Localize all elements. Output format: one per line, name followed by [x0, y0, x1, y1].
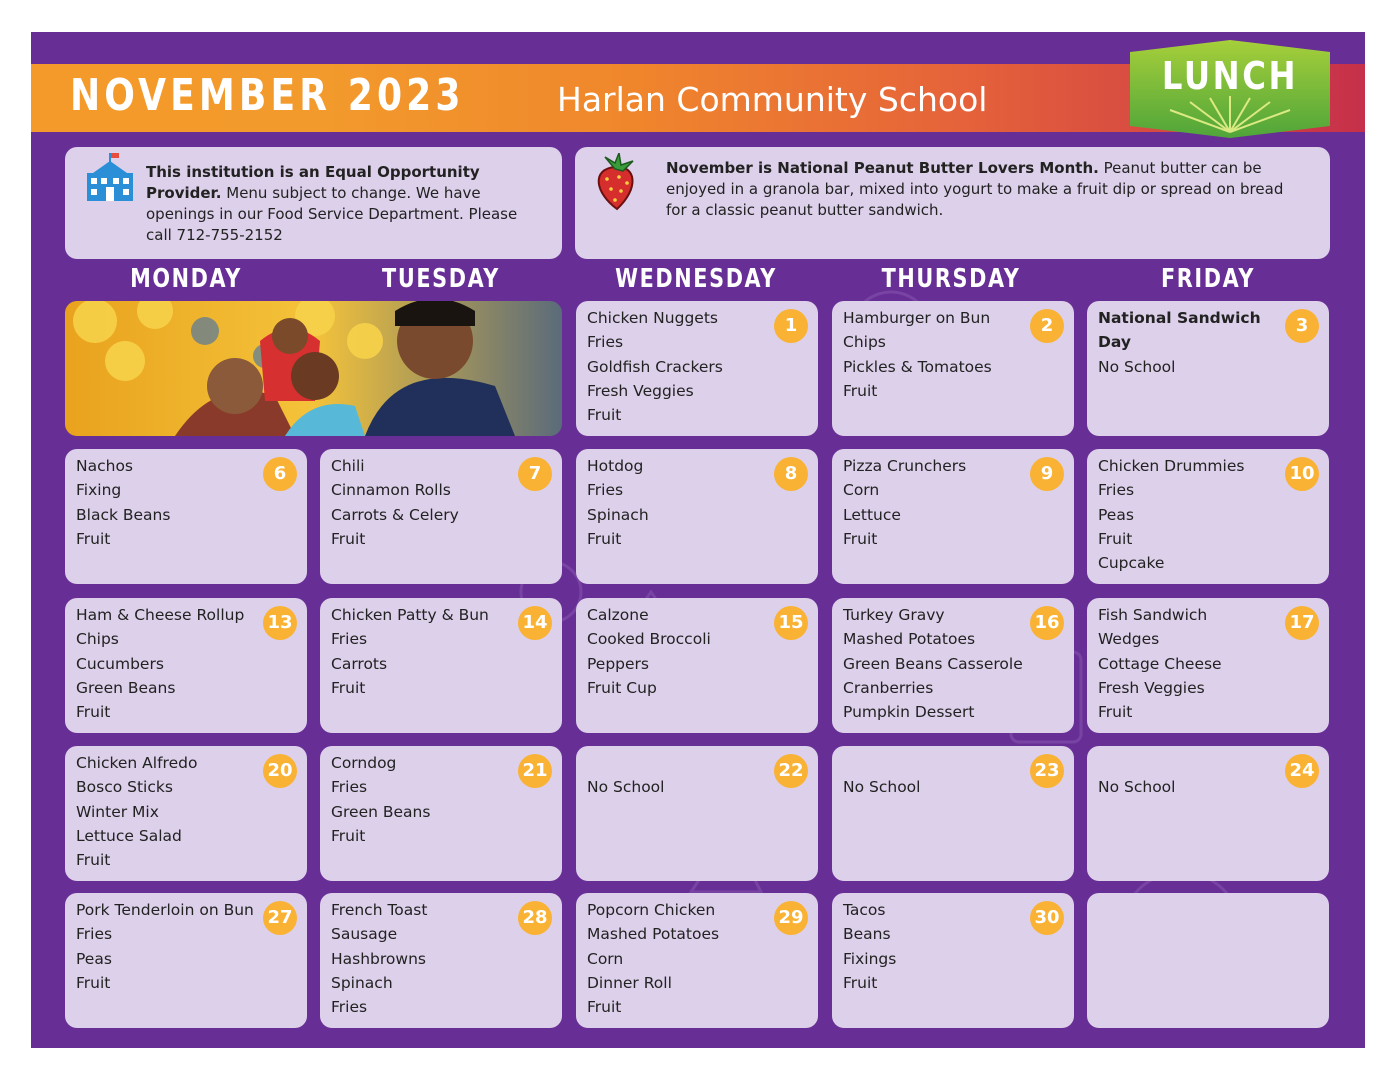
menu-item: No School	[843, 778, 921, 796]
day-cell-nov-6	[65, 449, 307, 584]
menu-item: Fruit	[331, 678, 366, 697]
menu-item: Fruit	[76, 703, 111, 722]
menu-item: Cooked Broccoli	[587, 630, 711, 649]
day-cell-nov-20	[65, 746, 307, 881]
menu-item: Fries	[76, 925, 113, 944]
date-badge: 24	[1285, 754, 1319, 788]
children-photo	[65, 301, 562, 436]
day-cell-nov-7	[320, 449, 562, 584]
day-cell-nov-30	[832, 893, 1074, 1028]
menu-item: National Sandwich	[1098, 309, 1261, 327]
menu-item: Chicken Nuggets	[587, 309, 718, 327]
menu-item: Tacos	[843, 901, 886, 919]
menu-item: Day	[1098, 333, 1131, 352]
menu-item: Popcorn Chicken	[587, 901, 716, 919]
day-cell-nov-1	[576, 301, 818, 436]
day-cell-empty	[1087, 893, 1329, 1028]
menu-item: Corndog	[331, 754, 397, 772]
menu-item: No School	[1098, 357, 1176, 376]
peanut-butter-notice	[575, 147, 1330, 259]
menu-item: Carrots	[331, 654, 388, 673]
date-badge: 3	[1285, 309, 1319, 343]
menu-item: Fruit	[1098, 703, 1133, 722]
menu-item: Fruit Cup	[587, 678, 657, 697]
day-cell-nov-27	[65, 893, 307, 1028]
menu-item: Pizza Crunchers	[843, 457, 967, 475]
menu-item: Chili	[331, 457, 365, 475]
menu-item: Mashed Potatoes	[843, 630, 976, 649]
menu-item: Ham & Cheese Rollup	[76, 606, 245, 624]
menu-item: Fruit	[76, 529, 111, 548]
menu-item: Fries	[587, 333, 624, 352]
day-header-friday: FRIDAY	[1161, 264, 1255, 294]
menu-item: Fresh Veggies	[1098, 678, 1205, 697]
strawberry-icon	[587, 153, 643, 213]
school-building-icon	[83, 153, 137, 203]
day-cell-nov-15	[576, 598, 818, 733]
menu-item: Chicken Drummies	[1098, 457, 1245, 475]
date-badge: 1	[774, 309, 808, 343]
day-cell-nov-14	[320, 598, 562, 733]
date-badge: 15	[774, 606, 808, 640]
menu-item: Pork Tenderloin on Bun	[76, 901, 254, 919]
menu-item: Fries	[331, 630, 368, 649]
date-badge: 16	[1030, 606, 1064, 640]
day-cell-nov-22	[576, 746, 818, 881]
menu-item: Wedges	[1098, 630, 1160, 649]
school-name: Harlan Community School	[557, 80, 988, 119]
day-header-wednesday: WEDNESDAY	[615, 264, 777, 294]
menu-item: Chips	[76, 630, 119, 649]
menu-item: Carrots & Celery	[331, 505, 459, 524]
date-badge: 21	[518, 754, 552, 788]
day-cell-nov-10	[1087, 449, 1329, 584]
menu-item: Fruit	[587, 406, 622, 425]
menu-item: Fixing	[76, 481, 122, 500]
day-cell-nov-8	[576, 449, 818, 584]
menu-item: Peas	[76, 949, 112, 968]
menu-item: Hamburger on Bun	[843, 309, 991, 327]
equal-opportunity-notice	[65, 147, 562, 259]
day-header-thursday: THURSDAY	[881, 264, 1021, 294]
menu-item: Pumpkin Dessert	[843, 703, 975, 722]
day-cell-nov-9	[832, 449, 1074, 584]
menu-item: Fries	[1098, 481, 1135, 500]
menu-item: Winter Mix	[76, 802, 159, 821]
date-badge: 27	[263, 901, 297, 935]
menu-item: Black Beans	[76, 505, 171, 524]
day-cell-nov-13	[65, 598, 307, 733]
menu-item: Chicken Patty & Bun	[331, 606, 489, 624]
menu-item: Dinner Roll	[587, 973, 672, 992]
date-badge: 23	[1030, 754, 1064, 788]
menu-item: Bosco Sticks	[76, 778, 173, 797]
day-cell-nov-23	[832, 746, 1074, 881]
menu-item: Cucumbers	[76, 654, 164, 673]
menu-item: No School	[587, 778, 665, 796]
menu-item: Hotdog	[587, 457, 644, 475]
menu-item: No School	[1098, 778, 1176, 796]
menu-item: Cupcake	[1098, 554, 1165, 573]
menu-item: French Toast	[331, 901, 428, 919]
day-cell-nov-28	[320, 893, 562, 1028]
date-badge: 22	[774, 754, 808, 788]
menu-item: Fruit	[76, 973, 111, 992]
menu-item: Chips	[843, 333, 886, 352]
menu-item: Green Beans	[331, 802, 431, 821]
month-title: NOVEMBER 2023	[70, 70, 465, 121]
day-cell-nov-3	[1087, 301, 1329, 436]
date-badge: 13	[263, 606, 297, 640]
menu-item: Fruit	[587, 998, 622, 1017]
menu-item: Green Beans Casserole	[843, 654, 1023, 673]
day-header-tuesday: TUESDAY	[382, 264, 500, 294]
menu-item: Corn	[587, 949, 624, 968]
menu-item: Cinnamon Rolls	[331, 481, 451, 500]
menu-item: Goldfish Crackers	[587, 357, 723, 376]
menu-item: Fries	[331, 998, 368, 1017]
menu-item: Fruit	[587, 529, 622, 548]
menu-item: Nachos	[76, 457, 133, 475]
menu-item: Hashbrowns	[331, 949, 426, 968]
menu-item: Fruit	[331, 529, 366, 548]
menu-item: Turkey Gravy	[843, 606, 945, 624]
menu-item: Pickles & Tomatoes	[843, 357, 992, 376]
lunch-label: LUNCH	[1161, 54, 1299, 98]
menu-item: Chicken Alfredo	[76, 754, 198, 772]
menu-item: Fruit	[1098, 529, 1133, 548]
menu-item: Spinach	[331, 973, 393, 992]
date-badge: 6	[263, 457, 297, 491]
day-cell-nov-16	[832, 598, 1074, 733]
menu-item: Beans	[843, 925, 891, 944]
equal-opportunity-bold: This institution is an Equal Opportunity Provider.	[146, 163, 480, 202]
day-cell-nov-17	[1087, 598, 1329, 733]
date-badge: 9	[1030, 457, 1064, 491]
menu-item: Fixings	[843, 949, 897, 968]
menu-item: Fruit	[843, 529, 878, 548]
menu-item: Lettuce	[843, 505, 901, 524]
date-badge: 8	[774, 457, 808, 491]
date-badge: 2	[1030, 309, 1064, 343]
menu-item: Fruit	[76, 851, 111, 870]
date-badge: 29	[774, 901, 808, 935]
date-badge: 10	[1285, 457, 1319, 491]
menu-item: Fish Sandwich	[1098, 606, 1208, 624]
menu-item: Fruit	[843, 973, 878, 992]
menu-item: Fruit	[331, 826, 366, 845]
menu-item: Mashed Potatoes	[587, 925, 720, 944]
day-cell-nov-24	[1087, 746, 1329, 881]
date-badge: 17	[1285, 606, 1319, 640]
menu-item: Lettuce Salad	[76, 826, 182, 845]
day-header-monday: MONDAY	[130, 264, 242, 294]
date-badge: 30	[1030, 901, 1064, 935]
date-badge: 14	[518, 606, 552, 640]
menu-item: Peppers	[587, 654, 649, 673]
date-badge: 20	[263, 754, 297, 788]
menu-item: Fresh Veggies	[587, 381, 694, 400]
menu-item: Spinach	[587, 505, 649, 524]
day-cell-nov-29	[576, 893, 818, 1028]
day-cell-nov-2	[832, 301, 1074, 436]
peanut-butter-body: Peanut butter can be enjoyed in a granola bar, mixed into yogurt to make a fruit dip or spread on bread for a classic peanut butter sandwich.	[666, 159, 1284, 219]
peanut-butter-text	[666, 158, 1306, 221]
date-badge: 28	[518, 901, 552, 935]
menu-item: Peas	[1098, 505, 1134, 524]
menu-item: Fries	[587, 481, 624, 500]
equal-opportunity-text	[146, 162, 526, 246]
menu-item: Fries	[331, 778, 368, 797]
day-cell-nov-21	[320, 746, 562, 881]
menu-item: Cranberries	[843, 678, 934, 697]
equal-opportunity-body: Menu subject to change. We have openings in our Food Service Department. Please call 712-755-2152	[146, 184, 518, 244]
menu-item: Fruit	[843, 381, 878, 400]
menu-item: Green Beans	[76, 678, 176, 697]
peanut-butter-bold: November is National Peanut Butter Lovers Month.	[666, 159, 1099, 177]
menu-item: Sausage	[331, 925, 398, 944]
menu-item: Corn	[843, 481, 880, 500]
date-badge: 7	[518, 457, 552, 491]
menu-item: Calzone	[587, 606, 649, 624]
menu-item: Cottage Cheese	[1098, 654, 1222, 673]
